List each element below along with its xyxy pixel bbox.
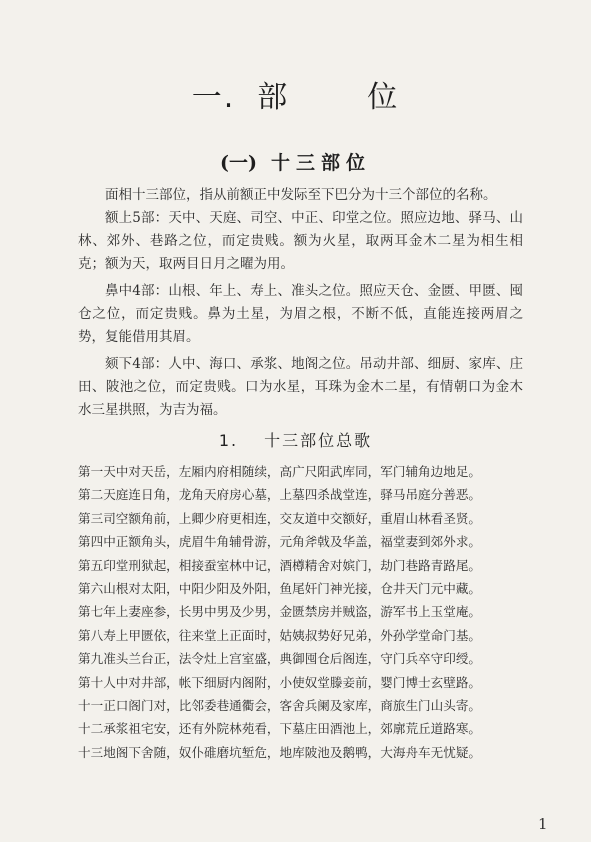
- poem-line: 第六山根对太阳，中阳少阳及外阳，鱼尾奸门神光接，仓井天门元中藏。: [78, 581, 481, 597]
- subsection-number: 1.: [218, 431, 239, 450]
- paragraph: 额上5部：天中、天庭、司空、中正、印堂之位。照应边地、驿马、山林、郊外、巷路之位，而定贵贱。额为火星，取两耳金木二星为相生相克；额为天，取两目日月之曜为用。: [78, 210, 523, 272]
- body-text: [78, 184, 523, 422]
- poem-line: 第四中正额角头，虎眉牛角辅骨游，元角斧戟及华盖，福堂妻到郊外求。: [78, 534, 481, 550]
- poem-line: 第八寿上甲匮依，往来堂上正面时，姑姨叔势好兄弟，外孙学堂命门基。: [78, 627, 481, 643]
- subsection-title-text: 十三部位总歌: [264, 431, 373, 450]
- poem-line: 第七年上妻座参，长男中男及少男，金匮禁房并贼盗，游军书上玉堂庵。: [78, 604, 481, 620]
- chapter-title-word-1: 部: [257, 80, 290, 115]
- chapter-title: [0, 72, 591, 116]
- paragraph: 面相十三部位，指从前额正中发际至下巴分为十三个部位的名称。: [105, 187, 497, 203]
- poem-line: 第一天中对天岳，左厢内府相随续，高广尺阳武库同，军门辅角边地足。: [78, 464, 481, 479]
- poem-line: 第十人中对井部，帐下细厨内阁附，小使奴堂滕妾前，婴门博士玄壁路。: [78, 674, 481, 690]
- poem-line: 第三司空额角前，上卿少府更相连，交友道中交额好，重眉山林看圣贤。: [78, 510, 481, 526]
- section-title-text: 十三部位: [270, 152, 371, 174]
- poem-line: 第五印堂刑狱起，相接蚕室林中记，酒樽精舍对嫔门，劫门巷路青路尾。: [78, 557, 481, 573]
- poem: [78, 460, 526, 764]
- poem-line: 第九准头兰台正，法令灶上宫室盛，典御囤仓后阁连，守门兵卒守印绶。: [78, 651, 481, 667]
- subsection-title: [0, 428, 591, 451]
- poem-line: 十三地阁下舍随，奴仆碓磨坑堑危，地库陂池及鹅鸭，大海舟车无忧疑。: [78, 744, 481, 760]
- paragraph: 颏下4部：人中、海口、承浆、地阁之位。吊动井部、细厨、家库、庄田、陂池之位，而定贵贱。口为水星，耳珠为金木二星，有情朝口为金木水三星拱照，为吉为福。: [78, 356, 523, 418]
- chapter-title-word-2: 位: [367, 80, 400, 115]
- poem-line: 十二承浆祖宅安，还有外院林苑看，下墓庄田酒池上，郊廓荒丘道路寒。: [78, 721, 481, 737]
- poem-line: 第二天庭连日角，龙角天府房心墓，上墓四杀战堂连，驿马吊庭分善恶。: [78, 487, 481, 503]
- paragraph: 鼻中4部：山根、年上、寿上、准头之位。照应天仓、金匮、甲匮、囤仓之位，而定贵贱。鼻为土星，为眉之根，不断不低，直能连接两眉之势，复能借用其眉。: [78, 283, 523, 345]
- section-title: [0, 148, 591, 175]
- chapter-number: 一.: [191, 80, 236, 115]
- section-number: (一): [220, 152, 257, 174]
- page-number: 1: [538, 815, 548, 833]
- poem-line: 十一正口阁门对，比邻委巷通衢会，客舍兵阑及家库，商旅生门山头寄。: [78, 698, 481, 714]
